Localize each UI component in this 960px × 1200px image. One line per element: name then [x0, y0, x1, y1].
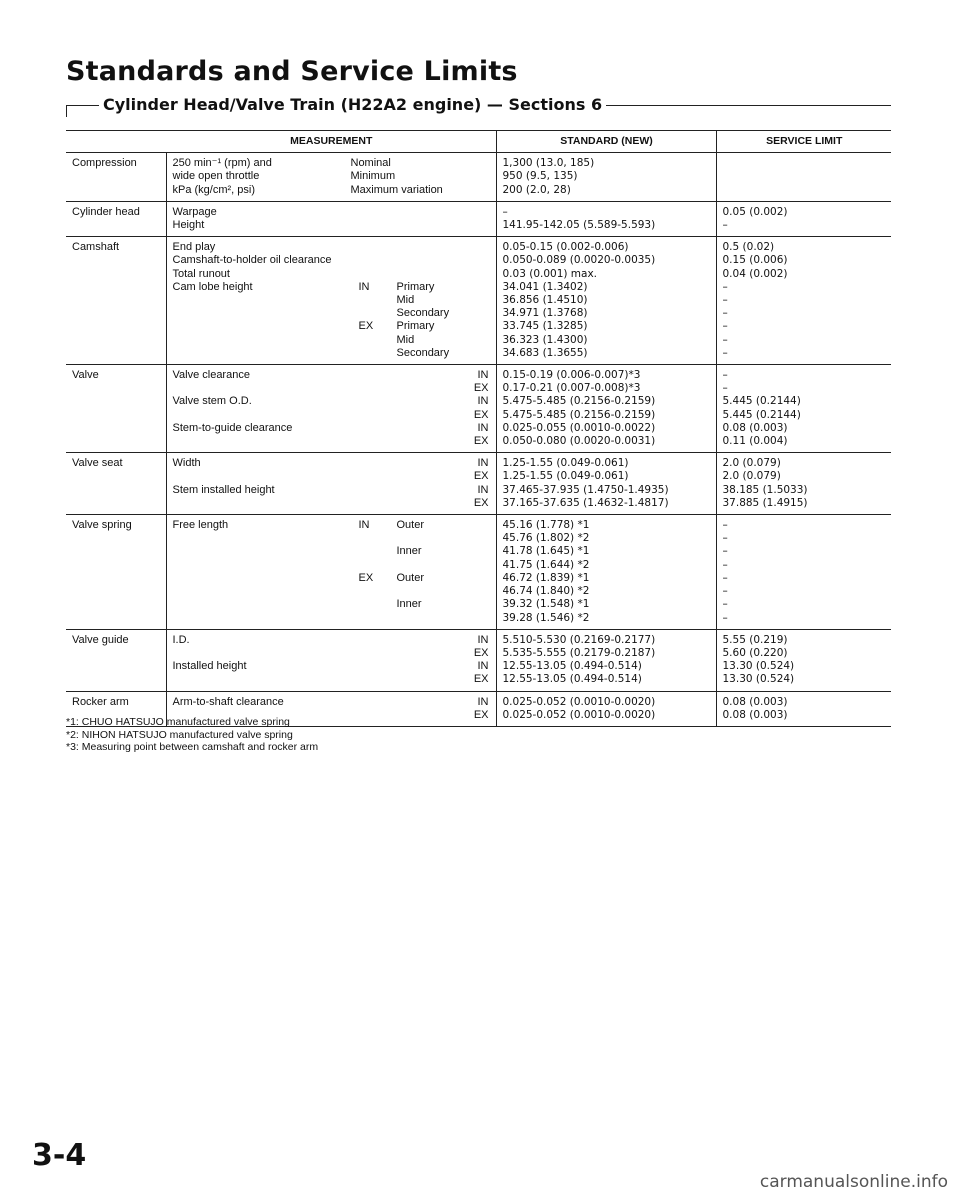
- standard-value: 5.475-5.485 (0.2156-0.2159): [502, 395, 656, 408]
- table-row-camshaft: [66, 237, 891, 365]
- table-header-row: [66, 131, 891, 153]
- measurement-position: [397, 241, 491, 254]
- standard-value: 0.025-0.052 (0.0010-0.0020): [502, 695, 656, 708]
- measurement-label: [173, 585, 359, 598]
- standard-value: 0.15-0.19 (0.006-0.007)*3: [502, 369, 641, 382]
- measurement-cell: [166, 515, 496, 630]
- standard-value: 41.78 (1.645) *1: [502, 545, 590, 558]
- intake-exhaust-label: [359, 268, 397, 281]
- limit-value: 13.30 (0.524): [722, 673, 795, 686]
- limit-value: –: [722, 346, 728, 359]
- watermark: carmanualsonline.info: [759, 1172, 948, 1192]
- standard-value: 0.050-0.080 (0.0020-0.0031): [502, 435, 656, 448]
- measurement-label: Warpage: [172, 205, 217, 218]
- limit-value: 2.0 (0.079): [722, 470, 781, 483]
- measurement-label: [173, 497, 455, 510]
- standard-cell: [496, 629, 716, 691]
- intake-exhaust-label: [359, 598, 397, 611]
- intake-exhaust-label: [359, 307, 397, 320]
- limit-value: 0.08 (0.003): [722, 421, 788, 434]
- measurement-label: Valve stem O.D.: [172, 395, 252, 408]
- measurement-label: 250 min⁻¹ (rpm) and: [172, 157, 272, 170]
- measurement-label: [173, 347, 359, 360]
- measurement-label: kPa (kg/cm², psi): [172, 183, 256, 196]
- standard-value: 39.28 (1.546) *2: [502, 611, 590, 624]
- camshaft-measurement-grid: [173, 241, 491, 360]
- measurement-position: Outer: [396, 519, 425, 532]
- limit-cell: [716, 237, 891, 365]
- limit-value: 13.30 (0.524): [722, 660, 795, 673]
- standard-value: 0.025-0.055 (0.0010-0.0022): [502, 421, 656, 434]
- measurement-position: Primary: [396, 320, 435, 333]
- measurement-label: [173, 334, 359, 347]
- standard-value: 36.323 (1.4300): [502, 333, 588, 346]
- standard-value: 39.32 (1.548) *1: [502, 598, 590, 611]
- header-service-limit: SERVICE LIMIT: [716, 131, 891, 153]
- intake-exhaust-label: IN: [477, 369, 489, 382]
- table-row-valve-spring: [66, 515, 891, 630]
- limit-cell: [716, 153, 891, 202]
- standard-value: 0.05-0.15 (0.002-0.006): [502, 241, 629, 254]
- category-cell: Valve guide: [66, 629, 166, 691]
- measurement-label: [173, 435, 455, 448]
- section-rule-right: [560, 105, 891, 106]
- table-row-cylinder-head: [66, 201, 891, 236]
- standard-value: 200 (2.0, 28): [502, 183, 571, 196]
- intake-exhaust-label: EX: [358, 571, 374, 584]
- standard-value: 37.165-37.635 (1.4632-1.4817): [502, 496, 669, 509]
- measurement-position: [397, 559, 491, 572]
- standard-value: 0.050-0.089 (0.0020-0.0035): [502, 254, 656, 267]
- category-cell: Valve seat: [66, 453, 166, 515]
- section-bracket: [66, 105, 67, 117]
- standard-value: 45.76 (1.802) *2: [502, 532, 590, 545]
- standard-value: 5.535-5.555 (0.2179-0.2187): [502, 646, 656, 659]
- category-cell: Compression: [66, 153, 166, 202]
- intake-exhaust-label: [359, 559, 397, 572]
- measurement-label: [173, 559, 359, 572]
- measurement-label: Free length: [172, 519, 229, 532]
- intake-exhaust-label: IN: [477, 421, 489, 434]
- standard-value: 1.25-1.55 (0.049-0.061): [502, 457, 629, 470]
- standard-value: 36.856 (1.4510): [502, 294, 588, 307]
- intake-exhaust-label: EX: [473, 673, 489, 686]
- measurement-position: Inner: [396, 545, 422, 558]
- measurement-position: Mid: [396, 294, 415, 307]
- limit-value: 0.11 (0.004): [722, 435, 788, 448]
- section-title: Cylinder Head/Valve Train (H22A2 engine) — Sections 6: [99, 95, 606, 114]
- intake-exhaust-label: IN: [477, 395, 489, 408]
- limit-value: 37.885 (1.4915): [722, 496, 808, 509]
- intake-exhaust-label: [359, 585, 397, 598]
- intake-exhaust-label: [359, 611, 397, 624]
- table-row-valve-guide: [66, 629, 891, 691]
- standard-value: 5.510-5.530 (0.2169-0.2177): [502, 633, 656, 646]
- measurement-label: [173, 294, 359, 307]
- standard-value: –: [502, 205, 508, 218]
- limit-value: –: [722, 333, 728, 346]
- standard-cell: [496, 153, 716, 202]
- category-cell: Cylinder head: [66, 201, 166, 236]
- standard-value: 37.465-37.935 (1.4750-1.4935): [502, 483, 669, 496]
- limit-cell: [716, 691, 891, 726]
- measurement-label: [173, 598, 359, 611]
- standard-value: 34.683 (1.3655): [502, 346, 588, 359]
- intake-exhaust-label: IN: [477, 483, 489, 496]
- limit-value: 5.60 (0.220): [722, 646, 788, 659]
- standard-value: 34.041 (1.3402): [502, 280, 588, 293]
- measurement-position: Inner: [396, 598, 422, 611]
- standard-value: 1.25-1.55 (0.049-0.061): [502, 470, 629, 483]
- limit-cell: [716, 515, 891, 630]
- intake-exhaust-label: [359, 241, 397, 254]
- intake-exhaust-label: IN: [477, 457, 489, 470]
- limit-cell: [716, 453, 891, 515]
- measurement-label: Installed height: [172, 660, 247, 673]
- measurement-cell: [166, 453, 496, 515]
- limit-value: 0.15 (0.006): [722, 254, 788, 267]
- measurement-label: Height: [172, 219, 205, 232]
- valve-spring-measurement-grid: [173, 519, 491, 625]
- table-row-compression: [66, 153, 891, 202]
- standard-value: 12.55-13.05 (0.494-0.514): [502, 673, 642, 686]
- standard-value: 34.971 (1.3768): [502, 307, 588, 320]
- standard-value: 1,300 (13.0, 185): [502, 157, 595, 170]
- measurement-position: [397, 268, 491, 281]
- category-cell: Valve spring: [66, 515, 166, 630]
- intake-exhaust-label: IN: [477, 660, 489, 673]
- limit-value: –: [722, 532, 728, 545]
- limit-cell: [716, 201, 891, 236]
- limit-cell: [716, 629, 891, 691]
- limit-value: –: [722, 611, 728, 624]
- intake-exhaust-label: EX: [473, 435, 489, 448]
- measurement-cell: [166, 201, 496, 236]
- limit-value: 5.55 (0.219): [722, 633, 788, 646]
- limit-value: –: [722, 294, 728, 307]
- measurement-label: Width: [172, 457, 201, 470]
- measurement-label: [173, 382, 455, 395]
- intake-exhaust-label: [359, 294, 397, 307]
- standard-value: 12.55-13.05 (0.494-0.514): [502, 660, 642, 673]
- standard-value: 0.03 (0.001) max.: [502, 267, 598, 280]
- intake-exhaust-label: [359, 334, 397, 347]
- intake-exhaust-label: EX: [358, 320, 374, 333]
- limit-value: –: [722, 585, 728, 598]
- limit-value: –: [722, 545, 728, 558]
- intake-exhaust-label: EX: [473, 708, 489, 721]
- measurement-position: Secondary: [396, 307, 450, 320]
- standard-value: 45.16 (1.778) *1: [502, 519, 590, 532]
- measurement-position: Outer: [396, 571, 425, 584]
- intake-exhaust-label: EX: [473, 496, 489, 509]
- standard-value: 41.75 (1.644) *2: [502, 558, 590, 571]
- limit-value: –: [722, 598, 728, 611]
- limit-value: –: [722, 280, 728, 293]
- spec-table: [66, 130, 891, 727]
- measurement-label: [173, 572, 359, 585]
- footnote: *3: Measuring point between camshaft and rocker arm: [66, 741, 319, 753]
- standard-value: 0.025-0.052 (0.0010-0.0020): [502, 708, 656, 721]
- category-cell: Camshaft: [66, 237, 166, 365]
- measurement-position: [397, 254, 491, 267]
- limit-value: 2.0 (0.079): [722, 457, 781, 470]
- intake-exhaust-label: EX: [473, 382, 489, 395]
- measurement-label: [173, 545, 359, 558]
- table-row-valve: [66, 365, 891, 453]
- measurement-label: [173, 532, 359, 545]
- limit-value: 0.08 (0.003): [722, 695, 788, 708]
- measurement-label: [173, 409, 455, 422]
- limit-value: 0.5 (0.02): [722, 241, 775, 254]
- page-number: 3-4: [32, 1138, 87, 1173]
- standard-cell: [496, 365, 716, 453]
- measurement-label: [173, 647, 455, 660]
- header-standard: STANDARD (NEW): [496, 131, 716, 153]
- measurement-cell: [166, 629, 496, 691]
- limit-value: –: [722, 571, 728, 584]
- page-title: Standards and Service Limits: [66, 56, 518, 87]
- measurement-cell: [166, 365, 496, 453]
- intake-exhaust-label: IN: [477, 695, 489, 708]
- header-measurement: MEASUREMENT: [166, 131, 496, 153]
- measurement-label: I.D.: [172, 633, 190, 646]
- measurement-label: Valve clearance: [172, 369, 250, 382]
- limit-value: –: [722, 369, 728, 382]
- intake-exhaust-label: IN: [477, 633, 489, 646]
- measurement-label: Arm-to-shaft clearance: [172, 695, 284, 708]
- standard-value: 141.95-142.05 (5.589-5.593): [502, 219, 656, 232]
- standard-cell: [496, 453, 716, 515]
- category-cell: Rocker arm: [66, 691, 166, 726]
- standard-value: 46.72 (1.839) *1: [502, 571, 590, 584]
- standard-cell: [496, 691, 716, 726]
- measurement-position: Mid: [396, 333, 415, 346]
- limit-value: 5.445 (0.2144): [722, 408, 801, 421]
- intake-exhaust-label: IN: [358, 280, 370, 293]
- measurement-label: [173, 611, 359, 624]
- header-blank: [66, 131, 166, 153]
- measurement-label: [173, 307, 359, 320]
- measurement-position: [397, 585, 491, 598]
- intake-exhaust-label: [359, 347, 397, 360]
- measurement-position: Primary: [396, 280, 435, 293]
- intake-exhaust-label: [359, 532, 397, 545]
- measurement-label: [173, 470, 455, 483]
- standard-value: 0.17-0.21 (0.007-0.008)*3: [502, 382, 641, 395]
- standard-value: 33.745 (1.3285): [502, 320, 588, 333]
- measurement-condition: Nominal: [350, 157, 391, 170]
- measurement-label: [173, 673, 455, 686]
- limit-value: –: [722, 519, 728, 532]
- measurement-condition: Minimum: [350, 170, 396, 183]
- limit-value: 5.445 (0.2144): [722, 395, 801, 408]
- measurement-cell: [166, 153, 496, 202]
- standard-cell: [496, 237, 716, 365]
- limit-value: –: [722, 307, 728, 320]
- measurement-condition: Maximum variation: [350, 183, 443, 196]
- measurement-position: Secondary: [396, 346, 450, 359]
- intake-exhaust-label: [359, 545, 397, 558]
- limit-value: –: [722, 382, 728, 395]
- footnote: *2: NIHON HATSUJO manufactured valve spring: [66, 728, 293, 741]
- measurement-position: [397, 611, 491, 624]
- intake-exhaust-label: EX: [473, 408, 489, 421]
- limit-value: –: [722, 558, 728, 571]
- measurement-label: [173, 320, 359, 333]
- limit-value: 0.08 (0.003): [722, 708, 788, 721]
- footnotes: [66, 716, 318, 754]
- intake-exhaust-label: IN: [358, 519, 370, 532]
- measurement-label: Stem installed height: [172, 483, 275, 496]
- limit-value: –: [722, 320, 728, 333]
- intake-exhaust-label: EX: [473, 470, 489, 483]
- limit-value: 0.04 (0.002): [722, 267, 788, 280]
- measurement-label: wide open throttle: [172, 170, 260, 183]
- category-cell: Valve: [66, 365, 166, 453]
- limit-value: 38.185 (1.5033): [722, 483, 808, 496]
- measurement-position: [397, 532, 491, 545]
- standard-cell: [496, 201, 716, 236]
- limit-value: 0.05 (0.002): [722, 205, 788, 218]
- measurement-label: Stem-to-guide clearance: [172, 421, 293, 434]
- measurement-label: End play: [172, 241, 216, 254]
- standard-value: 950 (9.5, 135): [502, 170, 578, 183]
- table-row-valve-seat: [66, 453, 891, 515]
- measurement-label: Cam lobe height: [172, 280, 253, 293]
- measurement-cell: [166, 237, 496, 365]
- footnote: *1: CHUO HATSUJO manufactured valve spring: [66, 716, 290, 728]
- measurement-label: Total runout: [172, 267, 230, 280]
- limit-cell: [716, 365, 891, 453]
- measurement-label: Camshaft-to-holder oil clearance: [172, 254, 332, 267]
- limit-value: –: [722, 219, 728, 232]
- standard-value: 46.74 (1.840) *2: [502, 585, 590, 598]
- standard-cell: [496, 515, 716, 630]
- intake-exhaust-label: [359, 254, 397, 267]
- intake-exhaust-label: EX: [473, 646, 489, 659]
- standard-value: 5.475-5.485 (0.2156-0.2159): [502, 408, 656, 421]
